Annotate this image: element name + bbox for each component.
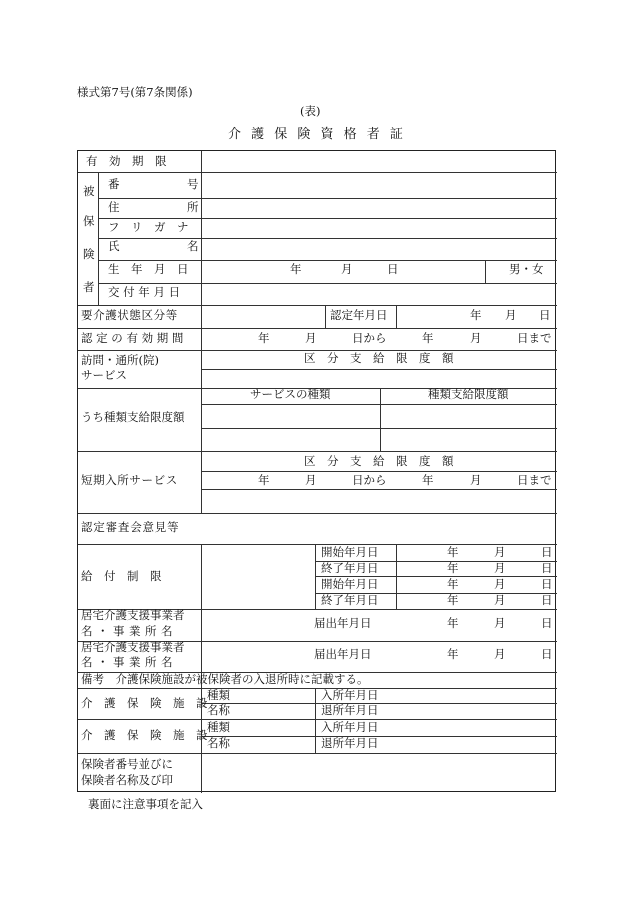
opinion-label: 認定審査会意見等 [81, 520, 180, 534]
type-limit-label: うち種類支給限度額 [81, 410, 185, 424]
period-to: 日まで [517, 331, 552, 345]
facility-type-2: 種類 [207, 720, 230, 734]
cert-day: 日 [539, 308, 551, 322]
number-label-a: 番 [108, 177, 120, 191]
start-date-2: 開始年月日 [321, 577, 379, 591]
validity-label: 有 効 期 限 [86, 154, 167, 168]
period-month: 月 [305, 331, 317, 345]
cert-year: 年 [470, 308, 482, 322]
ymd-year-1: 年 [447, 545, 459, 559]
gender-label: 男・女 [509, 262, 544, 276]
report-date-1: 届出年月日 [314, 616, 372, 630]
birthdate-label: 生 年 月 日 [108, 262, 189, 276]
birth-day: 日 [387, 262, 399, 276]
end-date-2: 終了年月日 [321, 593, 379, 607]
report-date-2: 届出年月日 [314, 647, 372, 661]
footer-note: 裏面に注意事項を記入 [88, 797, 203, 811]
form-number: 様式第7号(第7条関係) [77, 85, 193, 99]
benefit-limit-label: 給 付 制 限 [81, 569, 162, 583]
cert-month: 月 [505, 308, 517, 322]
ymd-month-1: 月 [494, 545, 506, 559]
report-year-1: 年 [447, 616, 459, 630]
care-level-label: 要介護状態区分等 [81, 308, 178, 322]
ymd-day-2: 日 [541, 561, 553, 575]
remarks-text: 備考 介護保険施設が被保険者の入退所時に記載する。 [81, 672, 369, 686]
insured-char-4: 者 [83, 280, 95, 294]
visit-service-label-1: 訪問・通所(院) [81, 353, 159, 367]
end-date-1: 終了年月日 [321, 561, 379, 575]
cert-period-label: 認 定 の 有 効 期 間 [81, 331, 184, 345]
ymd-day-1: 日 [541, 545, 553, 559]
insurer-label-1: 保険者番号並びに [81, 757, 173, 771]
care-office-label-1a: 居宅介護支援事業者 [81, 608, 185, 622]
address-label-b: 所 [187, 200, 199, 214]
ymd-year-4: 年 [447, 593, 459, 607]
name-label-b: 名 [187, 239, 199, 253]
short-stay-label: 短期入所サービス [81, 473, 178, 487]
facility-name-1: 名称 [207, 703, 230, 717]
admission-date-1: 入所年月日 [321, 688, 379, 702]
ymd-month-4: 月 [494, 593, 506, 607]
discharge-date-2: 退所年月日 [321, 736, 379, 750]
facility-label-2: 介 護 保 険 施 設 [81, 728, 208, 742]
page-title: 介 護 保 険 資 格 者 証 [228, 127, 406, 142]
service-type-header: サービスの種類 [250, 387, 331, 401]
care-office-label-1b: 名・事業所名 [81, 624, 177, 638]
period-month2: 月 [470, 331, 482, 345]
period-year2: 年 [422, 331, 434, 345]
furigana-label: フ リ ガ ナ [108, 220, 189, 234]
insurer-label-2: 保険者名称及び印 [81, 773, 173, 787]
insured-char-2: 保 [83, 214, 95, 228]
period-year: 年 [258, 331, 270, 345]
discharge-date-1: 退所年月日 [321, 703, 379, 717]
report-day-1: 日 [541, 616, 553, 630]
cert-date-label: 認定年月日 [330, 308, 388, 322]
facility-type-1: 種類 [207, 688, 230, 702]
report-day-2: 日 [541, 647, 553, 661]
care-office-label-2b: 名・事業所名 [81, 655, 177, 669]
ymd-year-3: 年 [447, 577, 459, 591]
name-label-a: 氏 [108, 239, 120, 253]
visit-service-label-2: サービス [81, 368, 127, 382]
short-month: 月 [305, 473, 317, 487]
report-month-1: 月 [494, 616, 506, 630]
number-label-b: 号 [187, 177, 199, 191]
short-year2: 年 [422, 473, 434, 487]
insured-char-3: 険 [83, 247, 95, 261]
ymd-month-3: 月 [494, 577, 506, 591]
insured-char-1: 被 [83, 184, 95, 198]
form-side: (表) [300, 104, 321, 118]
short-month2: 月 [470, 473, 482, 487]
ymd-day-4: 日 [541, 593, 553, 607]
report-year-2: 年 [447, 647, 459, 661]
care-office-label-2a: 居宅介護支援事業者 [81, 640, 185, 654]
issue-date-label: 交 付 年 月 日 [108, 285, 181, 299]
short-to: 日まで [517, 473, 552, 487]
short-limit-amount-label: 区 分 支 給 限 度 額 [304, 454, 454, 468]
birth-month: 月 [341, 262, 353, 276]
limit-amount-label: 区 分 支 給 限 度 額 [304, 351, 454, 365]
facility-name-2: 名称 [207, 736, 230, 750]
report-month-2: 月 [494, 647, 506, 661]
short-from: 日から [352, 473, 387, 487]
birth-year: 年 [290, 262, 302, 276]
ymd-day-3: 日 [541, 577, 553, 591]
start-date-1: 開始年月日 [321, 545, 379, 559]
ymd-year-2: 年 [447, 561, 459, 575]
period-from: 日から [352, 331, 387, 345]
type-limit-amount-header: 種類支給限度額 [428, 387, 509, 401]
address-label-a: 住 [108, 200, 120, 214]
ymd-month-2: 月 [494, 561, 506, 575]
short-year: 年 [258, 473, 270, 487]
admission-date-2: 入所年月日 [321, 720, 379, 734]
facility-label-1: 介 護 保 険 施 設 [81, 696, 208, 710]
